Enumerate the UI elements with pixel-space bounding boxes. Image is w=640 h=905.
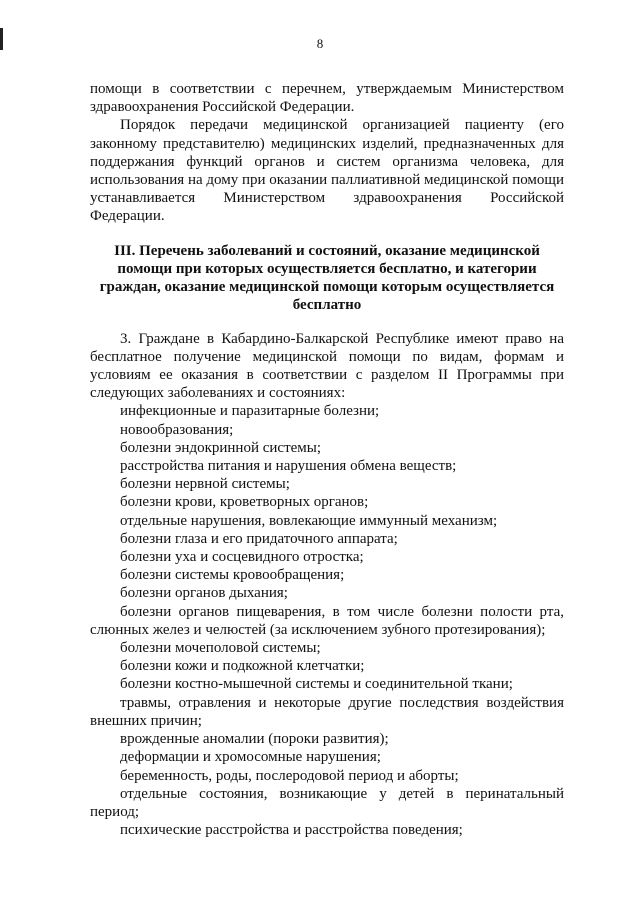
list-item: врожденные аномалии (пороки развития); [120, 731, 389, 748]
paragraph-intro: 3. Граждане в Кабардино-Балкарской Республике имеют право на бесплатное получение медицинской помощи по видам, формам и условиям ее оказания в соответствии с разделом II Программы при следующих заболеваниях и состояниях: [90, 330, 564, 402]
list-item: болезни эндокринной системы; [120, 439, 322, 456]
list-item: болезни мочеполовой системы; [120, 640, 321, 657]
list-item: болезни костно-мышечной системы и соединительной ткани; [120, 676, 513, 693]
list-item: психические расстройства и расстройства поведения; [120, 822, 463, 839]
list-item: болезни органов пищеварения, в том числе болезни полости рта, слюнных желез и челюстей (за исключением зубного протезирования); [90, 603, 564, 638]
list-item: болезни нервной системы; [120, 476, 290, 493]
list-item: деформации и хромосомные нарушения; [120, 749, 381, 766]
list-item: отдельные нарушения, вовлекающие иммунный механизм; [120, 512, 498, 529]
list-item: новообразования; [120, 421, 234, 438]
list-item: отдельные состояния, возникающие у детей в перинатальный период; [90, 785, 564, 820]
list-item: болезни органов дыхания; [120, 585, 288, 602]
list-item: беременность, роды, послеродовой период и аборты; [120, 767, 459, 784]
document-body [90, 80, 564, 839]
conditions-list [90, 402, 564, 839]
list-item: расстройства питания и нарушения обмена веществ; [120, 458, 457, 475]
list-item: болезни системы кровообращения; [120, 567, 345, 584]
list-item: болезни кожи и подкожной клетчатки; [120, 658, 365, 675]
list-item: инфекционные и паразитарные болезни; [120, 403, 380, 420]
paragraph-transfer-order: Порядок передачи медицинской организацией пациенту (его законному представителю) медицинских изделий, предназначенных для поддержания функций органов и систем организма человека, для использования на дому при оказании паллиативной медицинской помощи устанавливается Министерством здравоохранения Российской Федерации. [90, 117, 564, 225]
page-number: 8 [316, 36, 324, 51]
list-item: болезни крови, кроветворных органов; [120, 494, 369, 511]
section-heading: III. Перечень заболеваний и состояний, оказание медицинской помощи при которых осуществляется бесплатно, и категории граждан, оказание медицинской помощи которым осуществляется бесплатно [99, 242, 555, 313]
paragraph-continuation: помощи в соответствии с перечнем, утверждаемым Министерством здравоохранения Российской Федерации. [90, 81, 564, 116]
list-item: травмы, отравления и некоторые другие последствия воздействия внешних причин; [90, 694, 564, 729]
list-item: болезни глаза и его придаточного аппарата; [120, 530, 398, 547]
list-item: болезни уха и сосцевидного отростка; [120, 549, 364, 566]
